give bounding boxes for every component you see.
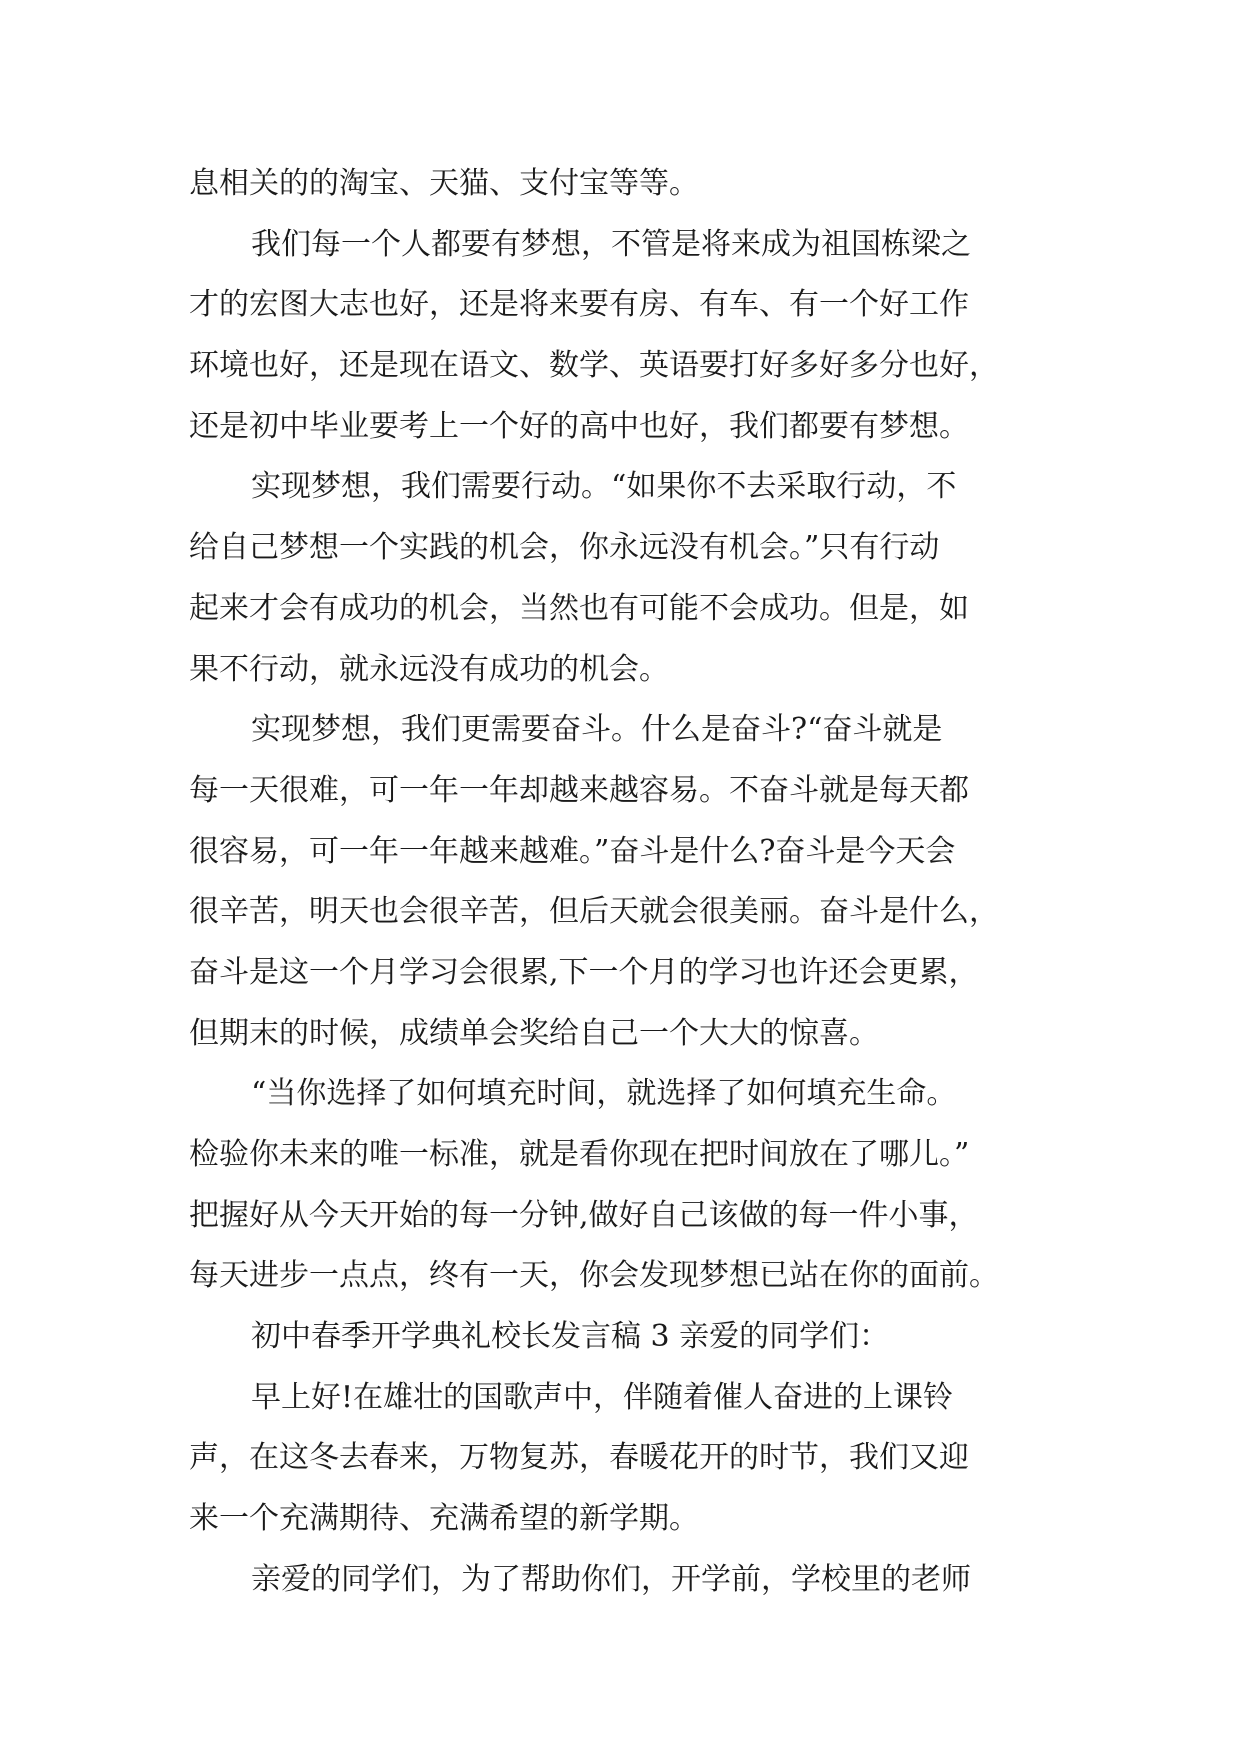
text-line: 声，在这冬去春来，万物复苏，春暖花开的时节，我们又迎 xyxy=(189,1440,969,1476)
text-line: 给自己梦想一个实践的机会，你永远没有机会。”只有行动 xyxy=(189,530,940,566)
text-line: “当你选择了如何填充时间，就选择了如何填充生命。 xyxy=(251,1076,957,1112)
body-text xyxy=(189,154,1049,1611)
text-line: 但期末的时候，成绩单会奖给自己一个大大的惊喜。 xyxy=(189,1015,879,1051)
text-line: 检验你未来的唯一标准，就是看你现在把时间放在了哪儿。” xyxy=(189,1137,970,1172)
text-line: 很辛苦，明天也会很辛苦，但后天就会很美丽。奋斗是什么， xyxy=(189,894,999,930)
text-line: 很容易，可一年一年越来越难。”奋斗是什么?奋斗是今天会 xyxy=(189,833,956,869)
text-line: 实现梦想，我们需要行动。“如果你不去采取行动，不 xyxy=(251,469,957,505)
text-line: 亲爱的同学们，为了帮助你们，开学前，学校里的老师 xyxy=(251,1561,971,1597)
text-line: 我们每一个人都要有梦想，不管是将来成为祖国栋梁之 xyxy=(251,226,971,262)
text-line: 实现梦想，我们更需要奋斗。什么是奋斗?“奋斗就是 xyxy=(251,712,943,748)
text-line: 果不行动，就永远没有成功的机会。 xyxy=(189,651,669,687)
text-line: 每一天很难，可一年一年却越来越容易。不奋斗就是每天都 xyxy=(189,772,969,808)
text-line: 来一个充满期待、充满希望的新学期。 xyxy=(189,1501,699,1537)
text-line: 还是初中毕业要考上一个好的高中也好，我们都要有梦想。 xyxy=(189,408,969,444)
section-heading: 初中春季开学典礼校长发言稿 3 亲爱的同学们： xyxy=(251,1319,890,1355)
text-line: 环境也好，还是现在语文、数学、英语要打好多好多分也好， xyxy=(189,348,999,384)
text-line: 息相关的的淘宝、天猫、支付宝等等。 xyxy=(189,166,699,201)
text-line: 奋斗是这一个月学习会很累,下一个月的学习也许还会更累， xyxy=(189,954,979,990)
text-line: 早上好!在雄壮的国歌声中，伴随着催人奋进的上课铃 xyxy=(251,1379,954,1415)
text-line: 把握好从今天开始的每一分钟,做好自己该做的每一件小事， xyxy=(189,1197,979,1233)
text-line: 才的宏图大志也好，还是将来要有房、有车、有一个好工作 xyxy=(189,287,969,323)
text-line: 起来才会有成功的机会，当然也有可能不会成功。但是，如 xyxy=(189,590,969,626)
text-line: 每天进步一点点，终有一天，你会发现梦想已站在你的面前。 xyxy=(189,1258,999,1294)
